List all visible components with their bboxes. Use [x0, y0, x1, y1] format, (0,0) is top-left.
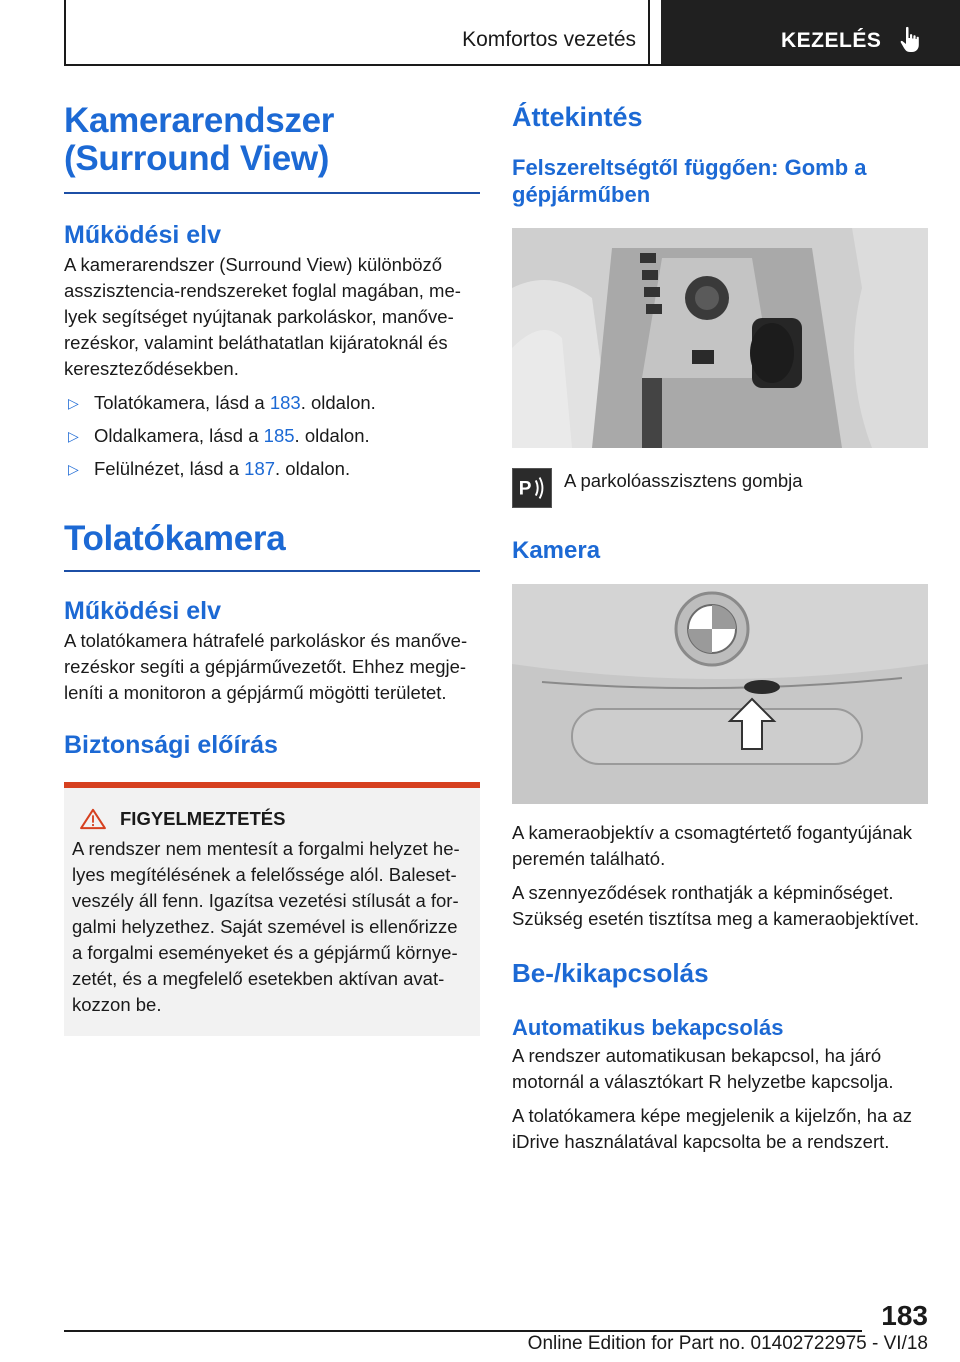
bullet-text-end: . oldalon.	[275, 458, 351, 479]
list-item	[64, 456, 480, 482]
bullet-text-end: . oldalon.	[294, 425, 370, 446]
section-heading: Működési elv	[64, 597, 221, 625]
page-link[interactable]: 187	[244, 458, 276, 479]
hand-pointer-icon	[899, 26, 921, 54]
svg-text:P: P	[518, 478, 532, 500]
equipment-subtitle: Felszereltségtől függően: Gomb a gépjárműben	[512, 155, 867, 207]
rear-camera-photo	[512, 584, 928, 804]
camera-heading: Kamera	[512, 537, 601, 564]
main-title: Kamerarendszer (Surround View)	[64, 101, 335, 178]
right-column	[512, 102, 928, 1155]
auto-heading: Automatikus bekapcsolás	[512, 1015, 784, 1040]
overview-title: Áttekintés	[512, 102, 643, 132]
triangle-bullet-icon: ▷	[68, 428, 79, 444]
paragraph: A tolatókamera hátrafelé parkoláskor és manőverezéskor segíti a gépjárművezetőt. Ehhez megjeleníti a monitoron a gépjármű mögötti területet.	[64, 630, 468, 703]
footer-rule	[64, 1330, 862, 1332]
section-title: Komfortos vezetés	[462, 28, 636, 51]
warning-text: A rendszer nem mentesít a forgalmi helyzet helyes megítélésének a felelőssége alól. Balesetveszély áll fenn. Igazítsa vezetési stílusát a forgalmi helyzethez. Saját szemével is ellenőrizze a forgalmi eseményeket és a gépjármű környezetét, és a megfelelő esetekben aktívan avatkozzon be.	[72, 838, 460, 1015]
camera-cleaning-note: A szennyeződések ronthatják a képminőséget. Szükség esetén tisztítsa meg a kameraobjektívet.	[512, 882, 920, 929]
park-assist-button-icon	[512, 468, 552, 508]
warning-title: FIGYELMEZTETÉS	[120, 808, 286, 829]
header-divider-left	[64, 0, 66, 66]
console-button-photo	[512, 228, 928, 448]
bullet-text: Felülnézet, lásd a	[94, 458, 245, 479]
header-divider-right	[648, 0, 650, 66]
title-rule	[64, 192, 480, 194]
triangle-bullet-icon: ▷	[68, 461, 79, 477]
auto-text-2: A tolatókamera képe megjelenik a kijelzőn, ha az iDrive használatával kapcsolta be a rendszert.	[512, 1105, 913, 1152]
bullet-text: Oldalkamera, lásd a	[94, 425, 264, 446]
chapter-label: KEZELÉS	[781, 29, 882, 52]
list-item	[64, 390, 480, 416]
left-column	[64, 102, 480, 1036]
button-caption: A parkolóasszisztens gombja	[564, 470, 803, 491]
camera-description: A kameraobjektív a csomagtértető fogantyújának peremén található.	[512, 822, 913, 869]
bullet-text-end: . oldalon.	[300, 392, 376, 413]
safety-heading: Biztonsági előírás	[64, 731, 278, 759]
chapter-tab[interactable]	[661, 0, 960, 64]
bullet-list	[64, 390, 480, 482]
section-title: Tolatókamera	[64, 519, 286, 558]
list-item	[64, 423, 480, 449]
button-caption-row	[512, 468, 928, 508]
auto-text-1: A rendszer automatikusan bekapcsol, ha járó motornál a választókart R helyzetbe kapcsolja.	[512, 1045, 894, 1092]
warning-triangle-icon	[78, 808, 108, 830]
onoff-title: Be-/kikapcsolás	[512, 958, 709, 988]
warning-box	[64, 782, 480, 1036]
bullet-text: Tolatókamera, lásd a	[94, 392, 270, 413]
title-rule	[64, 570, 480, 572]
warning-header	[72, 808, 472, 830]
page-link[interactable]: 185	[263, 425, 295, 446]
section-heading: Működési elv	[64, 221, 221, 249]
paragraph: A kamerarendszer (Surround View) különböző asszisztencia-rendszereket foglal magában, melyek segítséget nyújtanak parkoláskor, manőverezéskor, valamint beláthatatlan kijáratoknál és kereszteződésekben.	[64, 254, 461, 379]
triangle-bullet-icon: ▷	[68, 395, 79, 411]
header-rule	[64, 64, 960, 66]
edition-footer: Online Edition for Part no. 01402722975 - VI/18	[527, 1333, 928, 1354]
page-link[interactable]: 183	[269, 392, 301, 413]
page-number: 183	[881, 1300, 928, 1331]
